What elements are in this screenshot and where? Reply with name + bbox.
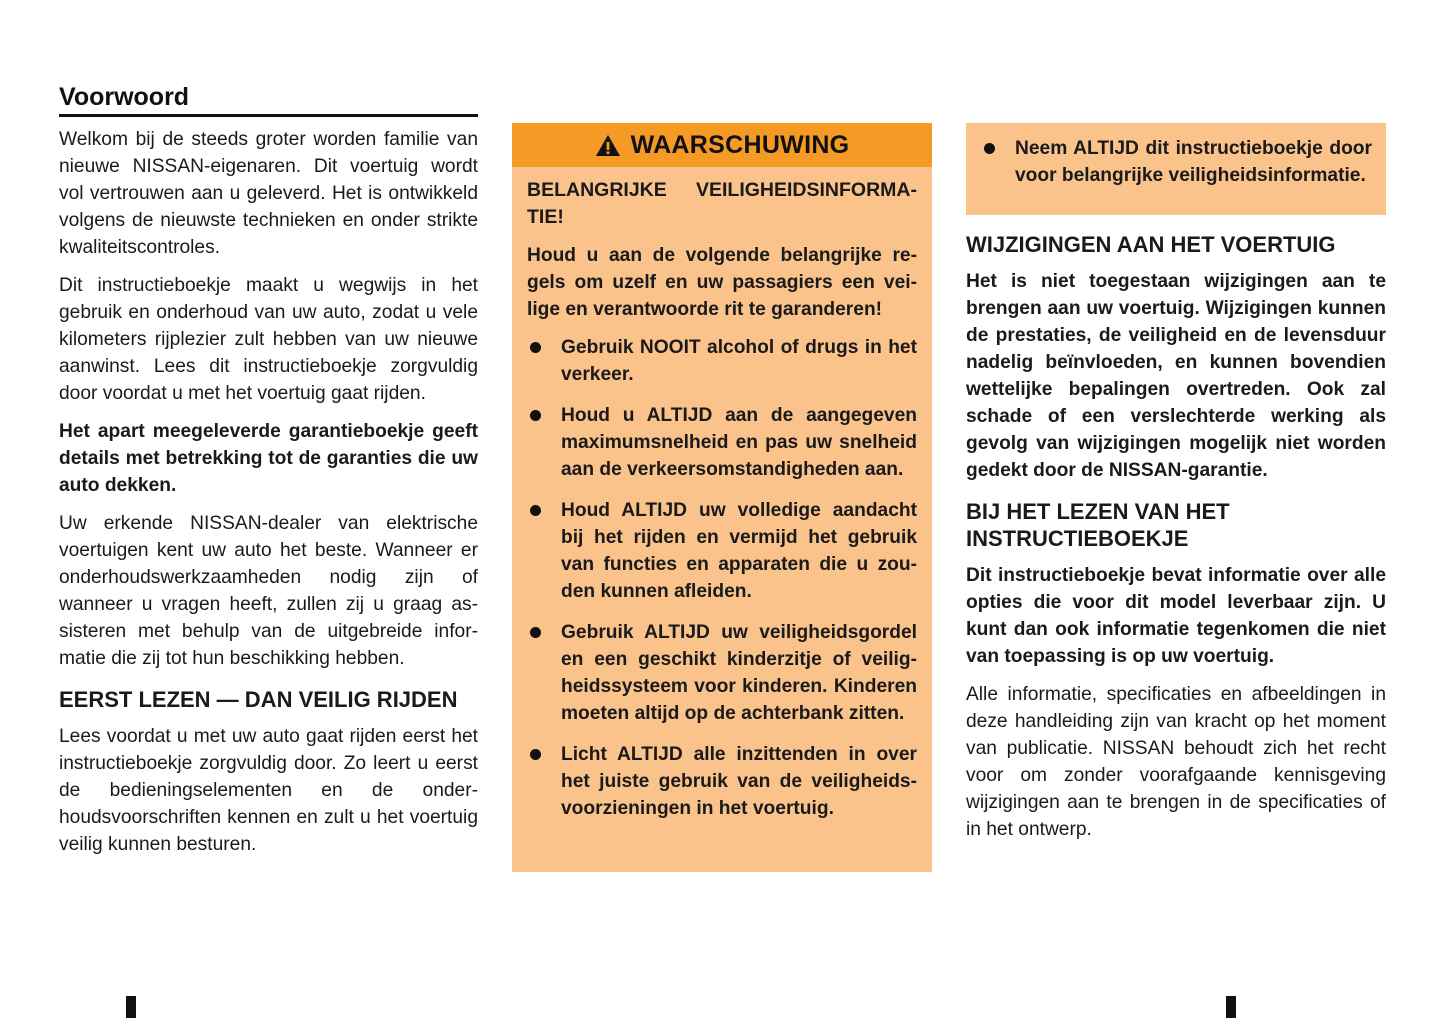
bullet-dot: [530, 342, 541, 353]
warning-bullet-text: Licht ALTIJD alle inzittenden in over het juiste gebruik van de veiligheidsvoorzieningen in het voertuig.: [561, 744, 917, 819]
reading-heading: BIJ HET LEZEN VAN HET INSTRUCTIEBOEKJE: [966, 499, 1230, 551]
warning-bullet: [527, 334, 917, 388]
reading-bold-paragraph: Dit instructieboekje bevat informatie over alle opties die voor dit model leverbaar zijn. U kunt dan ook informatie tegenkomen die niet van toepassing is op uw voertuig.: [966, 565, 1386, 667]
changes-paragraph: Het is niet toegestaan wijzigingen aan te brengen aan uw voertuig. Wijzigingen kunnen de prestaties, de veiligheid en de levensduur nadelig beïnvloeden, en kunnen bovendien wettelijke bepalingen overtreden. Ook zal schade of een verslechterde werking als gevolg van wijzigingen mogelijk niet worden gedekt door de NISSAN-garantie.: [966, 271, 1386, 481]
note-box: [966, 123, 1386, 215]
warning-title: WAARSCHUWING: [630, 130, 850, 159]
read-first-paragraph: Lees voordat u met uw auto gaat rijden eerst het instructieboekje zorgvuldig door. Zo leert u eerst de bedieningselementen en de onderhoudsvoorschriften kennen en zult u het voertuig veilig kunnen besturen.: [59, 726, 478, 855]
warning-bullet-text: Houd ALTIJD uw volledige aandacht bij het rijden en vermijd het gebruik van functies en apparaten die u zouden kunnen afleiden.: [561, 500, 917, 602]
warning-header: [512, 123, 932, 167]
read-first-heading: EERST LEZEN — DAN VEILIG RIJDEN: [59, 687, 458, 712]
warning-subtitle: BELANGRIJKE VEILIGHEIDSINFORMATIE!: [527, 179, 917, 228]
bullet-dot: [984, 143, 995, 154]
warning-intro: Houd u aan de volgende belangrijke regels om uzelf en uw passagiers een veilige en verantwoorde rit te garanderen!: [527, 245, 917, 320]
note-bullet-text: Neem ALTIJD dit instructieboekje door voor belangrijke veiligheidsinformatie.: [1015, 138, 1372, 186]
warning-bullet-text: Gebruik NOOIT alcohol of drugs in het verkeer.: [561, 337, 917, 385]
warning-bullet-text: Gebruik ALTIJD uw veiligheidsgordel en een geschikt kinderzitje of veiligheidssysteem voor kinderen. Kinderen moeten altijd op de achterbank zitten.: [561, 622, 917, 724]
warning-bullet: [527, 619, 917, 727]
warranty-paragraph: Het apart meegeleverde garantieboekje geeft details met betrekking tot de garanties die uw auto dekken.: [59, 421, 478, 496]
manual-paragraph: Dit instructieboekje maakt u wegwijs in het gebruik en onderhoud van uw auto, zodat u vele kilometers rijplezier zult hebben van uw nieuwe aanwinst. Lees dit instructieboekje zorgvuldig door voordat u met het voertuig gaat rijden.: [59, 275, 478, 404]
bullet-dot: [530, 410, 541, 421]
note-bullet: [981, 135, 1372, 189]
warning-bullet: [527, 402, 917, 483]
warning-bullet: [527, 741, 917, 822]
intro-paragraph: Welkom bij de steeds groter worden familie van nieuwe NISSAN-eigenaren. Dit voertuig wordt vol vertrouwen aan u geleverd. Het is ontwikkeld volgens de nieuwste technieken en onder strikte kwaliteitscontroles.: [59, 129, 478, 258]
crop-mark-left: [126, 996, 136, 1018]
warning-bullet: [527, 497, 917, 605]
dealer-paragraph: Uw erkende NISSAN-dealer van elektrische voertuigen kent uw auto het beste. Wanneer er onderhoudswerkzaamheden nodig zijn of wanneer u vragen heeft, zullen zij u graag assisteren met behulp van de uitgebreide informatie die zij tot hun beschikking hebben.: [59, 513, 478, 669]
bullet-dot: [530, 627, 541, 638]
page-title: Voorwoord: [59, 82, 478, 117]
column-right: [966, 231, 1386, 843]
bullet-dot: [530, 749, 541, 760]
warning-box: [512, 123, 932, 872]
reading-paragraph: Alle informatie, specificaties en afbeeldingen in deze handleiding zijn van kracht op het moment van publicatie. NISSAN behoudt zich het recht voor om zonder voorafgaande kennisgeving wijzigingen aan te brengen in de specificaties of in het ontwerp.: [966, 684, 1386, 840]
crop-mark-right: [1226, 996, 1236, 1018]
warning-triangle-icon: [595, 134, 621, 157]
warning-bullet-text: Houd u ALTIJD aan de aangegeven maximumsnelheid en pas uw snelheid aan de verkeersomstandigheden aan.: [561, 405, 917, 480]
bullet-dot: [530, 505, 541, 516]
changes-heading: WIJZIGINGEN AAN HET VOERTUIG: [966, 232, 1336, 257]
column-left: [59, 126, 478, 858]
